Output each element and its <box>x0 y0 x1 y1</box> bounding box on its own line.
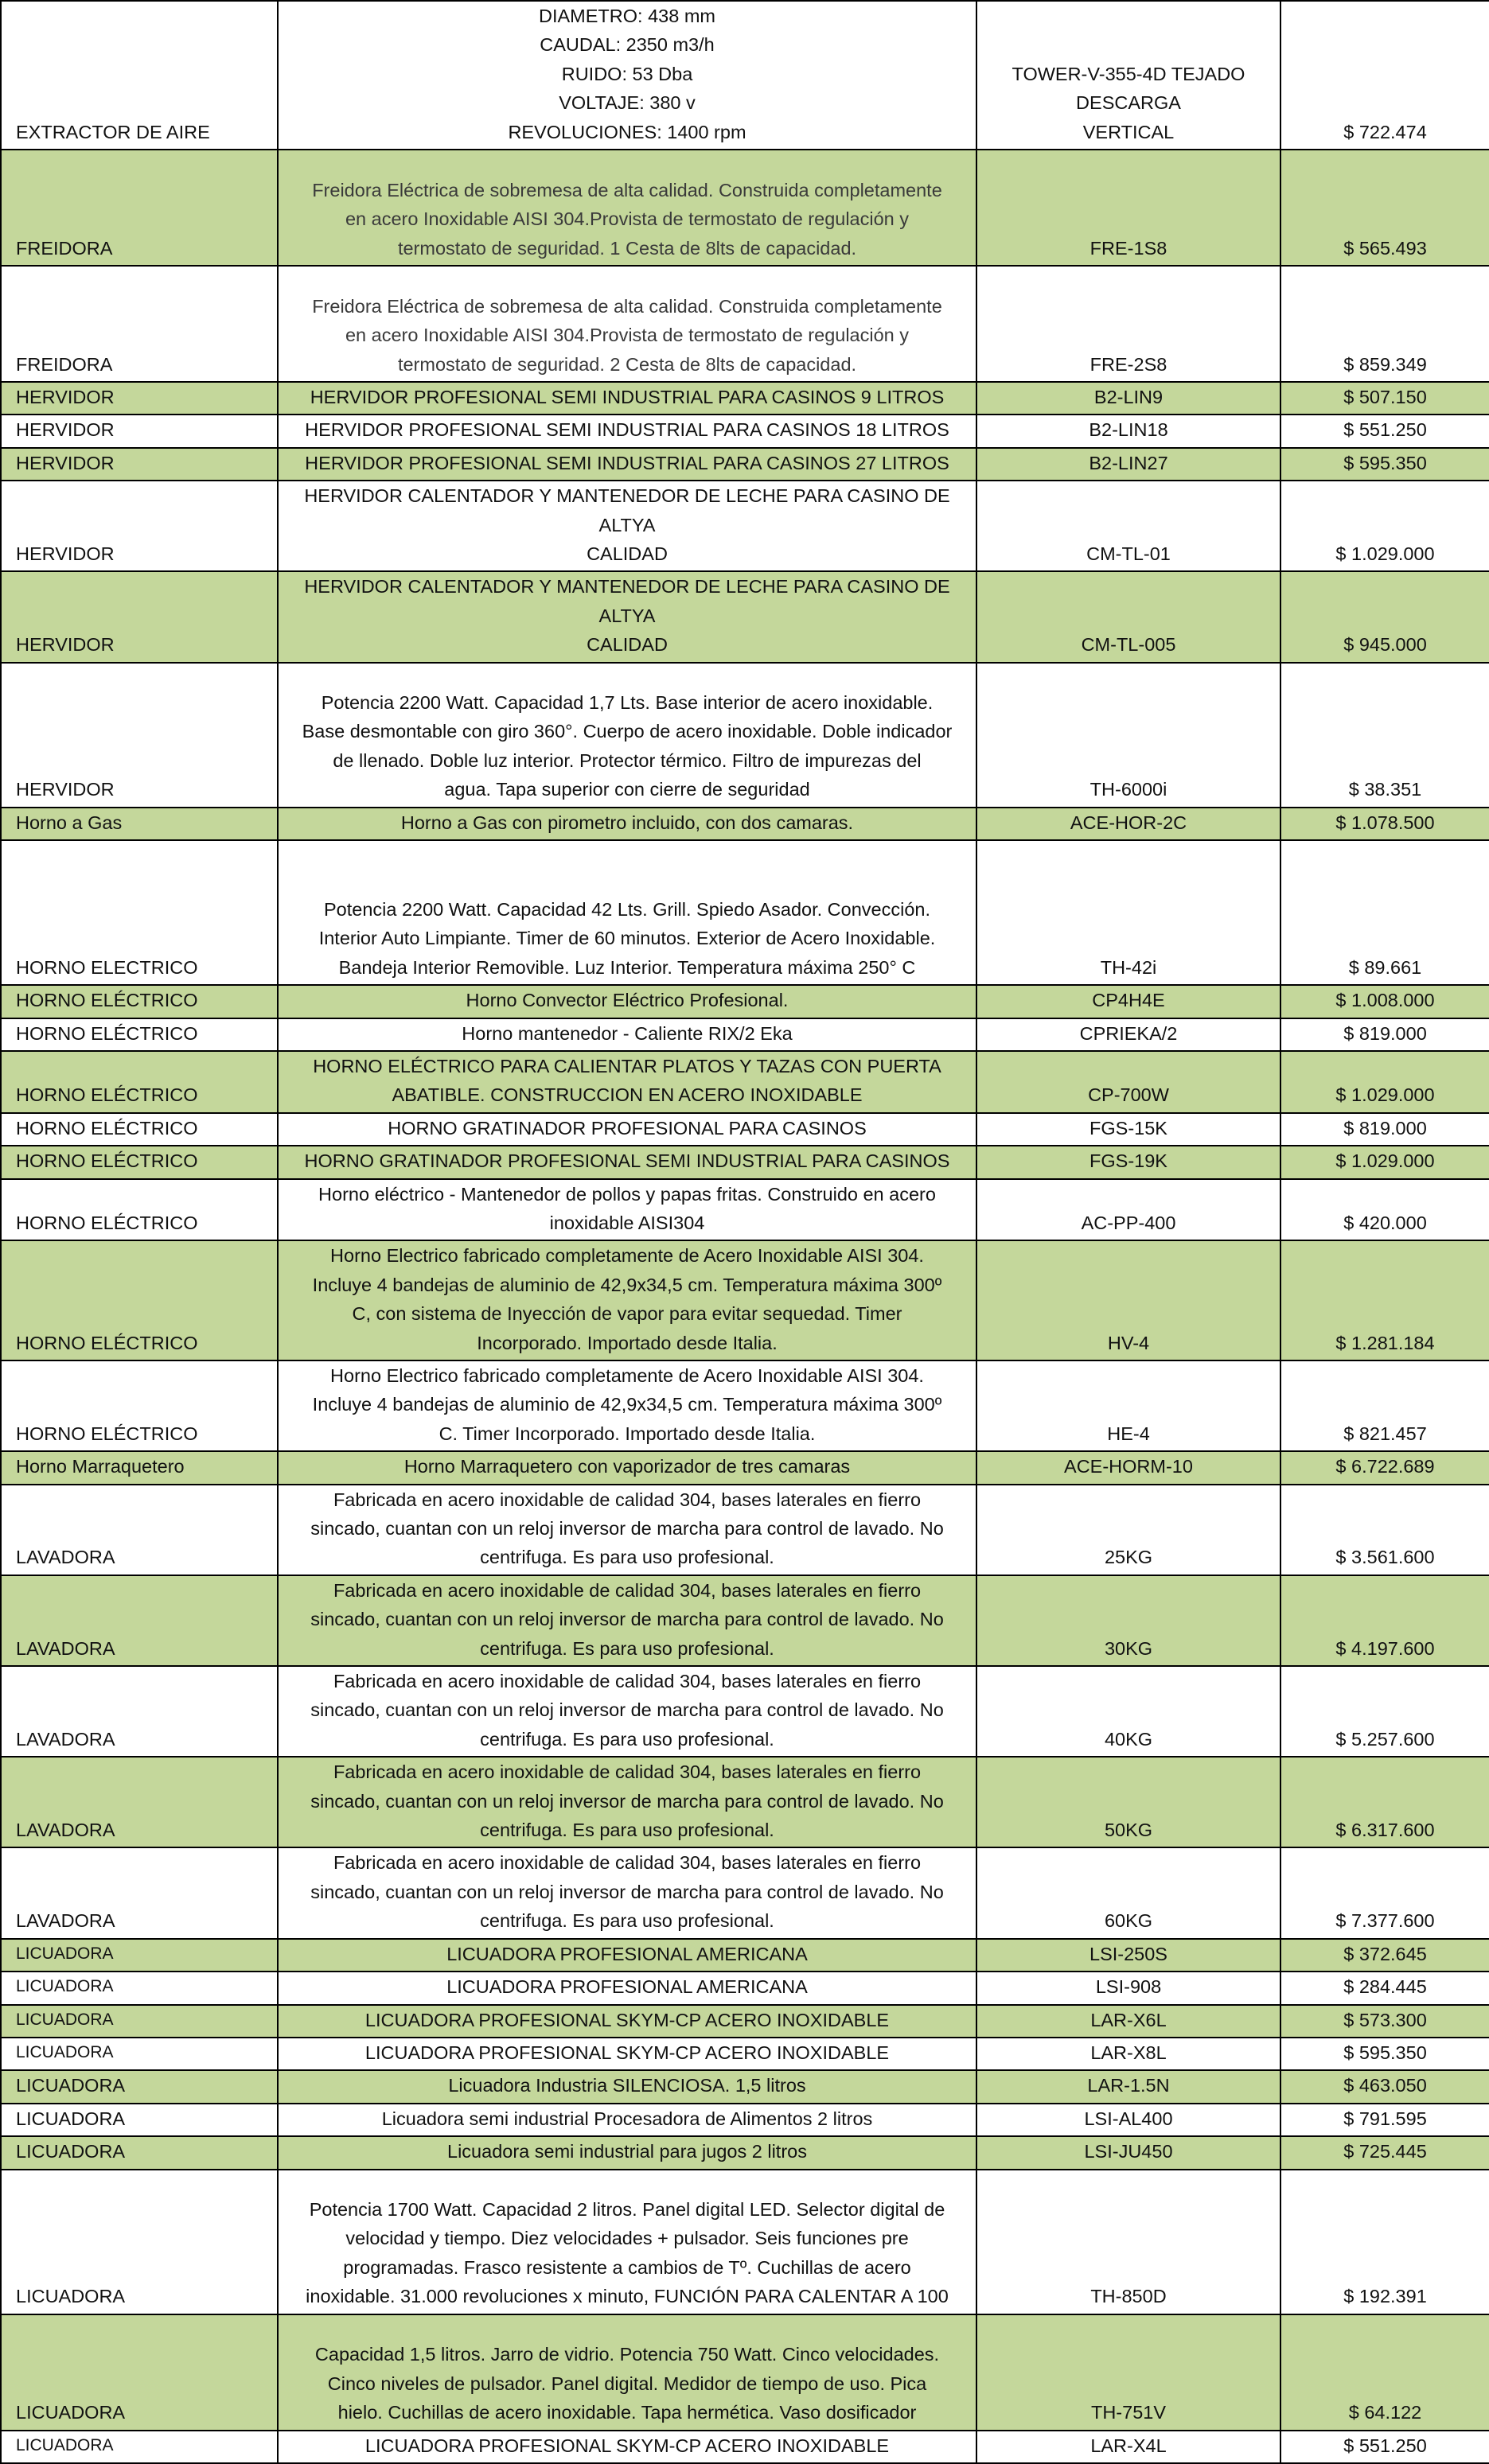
description-cell-text: LICUADORA PROFESIONAL SKYM-CP ACERO INOXIDABLE <box>364 2042 890 2063</box>
model-code-cell <box>976 2005 1280 2038</box>
model-code-cell <box>976 266 1280 382</box>
description-cell-text: HERVIDOR PROFESIONAL SEMI INDUSTRIAL PARA CASINOS 18 LITROS <box>305 419 949 441</box>
table-row <box>1 415 1489 447</box>
description-cell <box>278 1051 976 1113</box>
price-cell: $ 5.257.600 <box>1280 1666 1489 1757</box>
model-code-cell <box>976 1113 1280 1146</box>
description-cell <box>278 1179 976 1241</box>
table-row <box>1 2431 1489 2463</box>
description-cell-text: Horno Convector Eléctrico Profesional. <box>466 990 789 1011</box>
price-cell: $ 551.250 <box>1280 2431 1489 2463</box>
table-row <box>1 1051 1489 1113</box>
model-code-cell-text: TH-6000i <box>1089 779 1167 800</box>
table-row <box>1 2070 1489 2103</box>
model-code-cell <box>976 663 1280 808</box>
model-code-cell-text: 60KG <box>1104 1910 1153 1932</box>
price-cell: $ 420.000 <box>1280 1179 1489 1241</box>
description-cell <box>278 2431 976 2463</box>
price-cell: $ 7.377.600 <box>1280 1847 1489 1938</box>
model-code-cell-text: LAR-X6L <box>1090 2009 1167 2030</box>
table-row <box>1 1 1489 150</box>
price-cell: $ 372.645 <box>1280 1939 1489 1972</box>
model-code-cell <box>976 150 1280 266</box>
description-cell <box>278 1972 976 2004</box>
model-code-cell <box>976 2038 1280 2070</box>
table-row <box>1 1757 1489 1847</box>
model-code-cell <box>976 1757 1280 1847</box>
table-row <box>1 1146 1489 1178</box>
category-cell: LAVADORA <box>1 1666 278 1757</box>
category-cell: LAVADORA <box>1 1575 278 1666</box>
description-cell-text: HERVIDOR PROFESIONAL SEMI INDUSTRIAL PARA CASINOS 9 LITROS <box>310 387 945 408</box>
model-code-cell <box>976 1360 1280 1451</box>
description-cell <box>278 1575 976 1666</box>
description-cell <box>278 808 976 840</box>
table-row <box>1 2104 1489 2136</box>
description-cell <box>278 840 976 985</box>
model-code-cell <box>976 2314 1280 2431</box>
description-cell-text: LICUADORA PROFESIONAL SKYM-CP ACERO INOXIDABLE <box>364 2435 890 2456</box>
model-code-cell-text: B2-LIN18 <box>1089 419 1168 441</box>
description-cell-text: Horno Electrico fabricado completamente de Acero Inoxidable AISI 304. Incluye 4 bandejas de aluminio de 42,9x34,5 cm. Temperatura máxima 300º C, con sistema de Inyección de vapor para evitar sequedad. Timer Incorporado. Importado desde Italia. <box>312 1245 942 1353</box>
model-code-cell <box>976 481 1280 571</box>
model-code-cell-text: CM-TL-01 <box>1086 543 1171 565</box>
model-code-cell <box>976 1666 1280 1757</box>
category-cell: HORNO ELÉCTRICO <box>1 1146 278 1178</box>
category-cell: HORNO ELÉCTRICO <box>1 1051 278 1113</box>
price-cell: $ 6.317.600 <box>1280 1757 1489 1847</box>
price-cell: $ 819.000 <box>1280 1018 1489 1051</box>
table-row <box>1 1666 1489 1757</box>
category-cell: HERVIDOR <box>1 663 278 808</box>
description-cell <box>278 571 976 662</box>
description-cell <box>278 1146 976 1178</box>
category-cell: LICUADORA <box>1 2070 278 2103</box>
category-cell: HERVIDOR <box>1 481 278 571</box>
category-cell: HERVIDOR <box>1 382 278 415</box>
price-list-body <box>1 1 1489 2463</box>
model-code-cell-text: AC-PP-400 <box>1081 1212 1176 1233</box>
description-cell-text: HORNO GRATINADOR PROFESIONAL PARA CASINOS <box>388 1117 867 1139</box>
model-code-cell <box>976 415 1280 447</box>
table-row <box>1 481 1489 571</box>
model-code-cell-text: TOWER-V-355-4D TEJADO DESCARGA VERTICAL <box>1012 63 1245 142</box>
model-code-cell-text: FRE-1S8 <box>1089 237 1167 259</box>
description-cell-text: Horno Electrico fabricado completamente de Acero Inoxidable AISI 304. Incluye 4 bandejas de aluminio de 42,9x34,5 cm. Temperatura máxima 300º C. Timer Incorporado. Importado desde Italia. <box>312 1364 942 1444</box>
description-cell <box>278 2005 976 2038</box>
description-cell-text: Potencia 1700 Watt. Capacidad 2 litros. Panel digital LED. Selector digital de velocidad y tiempo. Diez velocidades + pulsador. Seis funciones pre programadas. Frasco resistente a cambios de Tº. Cuchillas de acero inoxidable. 31.000 revoluciones x minuto, FUNCIÓN PARA CALENTAR A 100 <box>306 2198 949 2307</box>
price-cell: $ 722.474 <box>1280 1 1489 150</box>
category-cell: HORNO ELÉCTRICO <box>1 1360 278 1451</box>
model-code-cell-text: ACE-HOR-2C <box>1070 812 1187 833</box>
model-code-cell <box>976 1939 1280 1972</box>
price-cell: $ 3.561.600 <box>1280 1485 1489 1575</box>
category-cell: LICUADORA <box>1 1939 278 1972</box>
description-cell <box>278 1485 976 1575</box>
description-cell <box>278 1847 976 1938</box>
description-cell <box>278 1018 976 1051</box>
model-code-cell-text: LAR-X4L <box>1090 2435 1167 2456</box>
category-cell: FREIDORA <box>1 266 278 382</box>
price-cell: $ 1.029.000 <box>1280 1051 1489 1113</box>
category-cell: LICUADORA <box>1 2314 278 2431</box>
model-code-cell-text: B2-LIN9 <box>1093 387 1164 408</box>
model-code-cell-text: LSI-JU450 <box>1084 2141 1173 2162</box>
model-code-cell <box>976 1018 1280 1051</box>
category-cell: FREIDORA <box>1 150 278 266</box>
description-cell <box>278 481 976 571</box>
description-cell <box>278 1757 976 1847</box>
price-cell: $ 4.197.600 <box>1280 1575 1489 1666</box>
price-cell: $ 192.391 <box>1280 2170 1489 2314</box>
price-cell: $ 551.250 <box>1280 415 1489 447</box>
description-cell <box>278 985 976 1018</box>
table-row <box>1 1113 1489 1146</box>
table-row <box>1 808 1489 840</box>
price-cell: $ 565.493 <box>1280 150 1489 266</box>
category-cell: HORNO ELÉCTRICO <box>1 1179 278 1241</box>
table-row <box>1 663 1489 808</box>
description-cell-text: Fabricada en acero inoxidable de calidad 304, bases laterales en fierro sincado, cuantan con un reloj inversor de marcha para control de lavado. No centrifuga. Es para uso profesional. <box>310 1852 944 1932</box>
price-cell: $ 821.457 <box>1280 1360 1489 1451</box>
description-cell-text: HORNO GRATINADOR PROFESIONAL SEMI INDUSTRIAL PARA CASINOS <box>304 1150 950 1172</box>
price-cell: $ 573.300 <box>1280 2005 1489 2038</box>
description-cell <box>278 2170 976 2314</box>
description-cell <box>278 2314 976 2431</box>
category-cell: HERVIDOR <box>1 415 278 447</box>
category-cell: Horno a Gas <box>1 808 278 840</box>
description-cell-text: LICUADORA PROFESIONAL SKYM-CP ACERO INOXIDABLE <box>364 2009 890 2030</box>
category-cell: EXTRACTOR DE AIRE <box>1 1 278 150</box>
price-cell: $ 64.122 <box>1280 2314 1489 2431</box>
model-code-cell <box>976 2136 1280 2169</box>
model-code-cell <box>976 2104 1280 2136</box>
model-code-cell-text: HE-4 <box>1107 1423 1150 1444</box>
price-cell: $ 595.350 <box>1280 2038 1489 2070</box>
model-code-cell <box>976 382 1280 415</box>
table-row <box>1 1939 1489 1972</box>
table-row <box>1 2170 1489 2314</box>
description-cell <box>278 1451 976 1484</box>
category-cell: LICUADORA <box>1 2431 278 2463</box>
description-cell <box>278 2038 976 2070</box>
description-cell-text: Licuadora semi industrial Procesadora de Alimentos 2 litros <box>381 2108 873 2129</box>
table-row <box>1 266 1489 382</box>
category-cell: LICUADORA <box>1 2005 278 2038</box>
model-code-cell-text: 30KG <box>1104 1637 1153 1659</box>
description-cell <box>278 415 976 447</box>
model-code-cell <box>976 1240 1280 1360</box>
model-code-cell <box>976 2170 1280 2314</box>
category-cell: LAVADORA <box>1 1485 278 1575</box>
description-cell-text: Horno a Gas con pirometro incluido, con dos camaras. <box>400 812 854 833</box>
description-cell-text: Fabricada en acero inoxidable de calidad 304, bases laterales en fierro sincado, cuantan con un reloj inversor de marcha para control de lavado. No centrifuga. Es para uso profesional. <box>310 1761 944 1841</box>
price-cell: $ 507.150 <box>1280 382 1489 415</box>
category-cell: LICUADORA <box>1 2104 278 2136</box>
category-cell: Horno Marraquetero <box>1 1451 278 1484</box>
table-row <box>1 1972 1489 2004</box>
category-cell: HERVIDOR <box>1 448 278 481</box>
table-row <box>1 2136 1489 2169</box>
model-code-cell-text: HV-4 <box>1107 1332 1150 1353</box>
description-cell-text: Freidora Eléctrica de sobremesa de alta calidad. Construida completamente en acero Inoxidable AISI 304.Provista de termostato de regulación y termostato de seguridad. 2 Cesta de 8lts de capacidad. <box>312 295 942 375</box>
model-code-cell <box>976 1485 1280 1575</box>
description-cell-text: HORNO ELÉCTRICO PARA CALIENTAR PLATOS Y TAZAS CON PUERTA ABATIBLE. CONSTRUCCION EN ACERO INOXIDABLE <box>313 1055 941 1106</box>
description-cell-text: Licuadora semi industrial para jugos 2 litros <box>447 2141 807 2162</box>
description-cell-text: LICUADORA PROFESIONAL AMERICANA <box>446 1943 808 1964</box>
model-code-cell <box>976 1 1280 150</box>
description-cell-text: HERVIDOR CALENTADOR Y MANTENEDOR DE LECHE PARA CASINO DE ALTYA CALIDAD <box>304 485 950 565</box>
model-code-cell-text: LAR-X8L <box>1090 2042 1167 2063</box>
description-cell <box>278 448 976 481</box>
description-cell <box>278 2104 976 2136</box>
model-code-cell-text: LSI-908 <box>1095 1976 1162 1998</box>
price-cell: $ 859.349 <box>1280 266 1489 382</box>
price-cell: $ 1.078.500 <box>1280 808 1489 840</box>
model-code-cell-text: 40KG <box>1104 1728 1153 1750</box>
category-cell: HORNO ELÉCTRICO <box>1 1018 278 1051</box>
model-code-cell-text: CP4H4E <box>1092 990 1165 1011</box>
description-cell-text: HERVIDOR CALENTADOR Y MANTENEDOR DE LECHE PARA CASINO DE ALTYA CALIDAD <box>304 576 950 656</box>
description-cell <box>278 1666 976 1757</box>
model-code-cell <box>976 1972 1280 2004</box>
description-cell <box>278 382 976 415</box>
category-cell: LICUADORA <box>1 2170 278 2314</box>
category-cell: LAVADORA <box>1 1757 278 1847</box>
table-row <box>1 1847 1489 1938</box>
price-cell: $ 463.050 <box>1280 2070 1489 2103</box>
price-cell: $ 1.008.000 <box>1280 985 1489 1018</box>
table-row <box>1 1575 1489 1666</box>
table-row <box>1 571 1489 662</box>
description-cell <box>278 150 976 266</box>
price-cell: $ 791.595 <box>1280 2104 1489 2136</box>
model-code-cell <box>976 840 1280 985</box>
price-cell: $ 89.661 <box>1280 840 1489 985</box>
model-code-cell <box>976 1051 1280 1113</box>
description-cell-text: Freidora Eléctrica de sobremesa de alta calidad. Construida completamente en acero Inoxidable AISI 304.Provista de termostato de regulación y termostato de seguridad. 1 Cesta de 8lts de capacidad. <box>312 179 942 259</box>
model-code-cell <box>976 448 1280 481</box>
table-row <box>1 2314 1489 2431</box>
table-row <box>1 2038 1489 2070</box>
description-cell <box>278 663 976 808</box>
table-row <box>1 382 1489 415</box>
description-cell <box>278 1360 976 1451</box>
table-row <box>1 840 1489 985</box>
price-cell: $ 1.281.184 <box>1280 1240 1489 1360</box>
category-cell: LAVADORA <box>1 1847 278 1938</box>
model-code-cell-text: TH-42i <box>1100 956 1157 978</box>
description-cell <box>278 2136 976 2169</box>
description-cell-text: Horno mantenedor - Caliente RIX/2 Eka <box>462 1022 793 1044</box>
price-cell: $ 725.445 <box>1280 2136 1489 2169</box>
model-code-cell <box>976 1146 1280 1178</box>
category-cell: HERVIDOR <box>1 571 278 662</box>
price-cell: $ 819.000 <box>1280 1113 1489 1146</box>
description-cell-text: Licuadora Industria SILENCIOSA. 1,5 litros <box>448 2075 806 2096</box>
description-cell <box>278 1939 976 1972</box>
description-cell <box>278 1240 976 1360</box>
model-code-cell-text: LSI-AL400 <box>1084 2108 1173 2129</box>
table-row <box>1 1360 1489 1451</box>
description-cell <box>278 266 976 382</box>
model-code-cell <box>976 985 1280 1018</box>
description-cell <box>278 1 976 150</box>
category-cell: HORNO ELÉCTRICO <box>1 1113 278 1146</box>
table-row <box>1 2005 1489 2038</box>
table-row <box>1 1240 1489 1360</box>
model-code-cell-text: 50KG <box>1104 1820 1153 1841</box>
description-cell-text: HERVIDOR PROFESIONAL SEMI INDUSTRIAL PARA CASINOS 27 LITROS <box>305 452 949 473</box>
description-cell-text: Fabricada en acero inoxidable de calidad 304, bases laterales en fierro sincado, cuantan con un reloj inversor de marcha para control de lavado. No centrifuga. Es para uso profesional. <box>310 1579 944 1659</box>
model-code-cell-text: 25KG <box>1104 1547 1153 1568</box>
description-cell-text: LICUADORA PROFESIONAL AMERICANA <box>446 1976 808 1998</box>
model-code-cell-text: CP-700W <box>1088 1084 1169 1106</box>
description-cell-text: Potencia 2200 Watt. Capacidad 1,7 Lts. Base interior de acero inoxidable. Base desmontable con giro 360°. Cuerpo de acero inoxidable. Doble indicador de llenado. Doble luz interior. Protector térmico. Filtro de impurezas del agua. Tapa superior con cierre de seguridad <box>302 692 953 800</box>
model-code-cell <box>976 571 1280 662</box>
model-code-cell-text: CPRIEKA/2 <box>1079 1022 1178 1044</box>
price-cell: $ 945.000 <box>1280 571 1489 662</box>
model-code-cell-text: TH-751V <box>1090 2402 1167 2423</box>
description-cell-text: Potencia 2200 Watt. Capacidad 42 Lts. Grill. Spiedo Asador. Convección. Interior Auto Limpiante. Timer de 60 minutos. Exterior de Acero Inoxidable. Bandeja Interior Removible. Luz Interior. Temperatura máxima 250° C <box>318 898 936 978</box>
model-code-cell <box>976 808 1280 840</box>
model-code-cell <box>976 1179 1280 1241</box>
table-row <box>1 150 1489 266</box>
model-code-cell-text: CM-TL-005 <box>1081 634 1176 656</box>
description-cell <box>278 1113 976 1146</box>
price-cell: $ 284.445 <box>1280 1972 1489 2004</box>
model-code-cell <box>976 1847 1280 1938</box>
description-cell-text: DIAMETRO: 438 mm CAUDAL: 2350 m3/h RUIDO: 53 Dba VOLTAJE: 380 v REVOLUCIONES: 1400 rpm <box>508 6 746 142</box>
model-code-cell <box>976 2070 1280 2103</box>
table-row <box>1 1018 1489 1051</box>
price-cell: $ 1.029.000 <box>1280 481 1489 571</box>
model-code-cell-text: FGS-19K <box>1089 1150 1167 1172</box>
model-code-cell-text: FGS-15K <box>1089 1117 1167 1139</box>
model-code-cell <box>976 2431 1280 2463</box>
category-cell: LICUADORA <box>1 1972 278 2004</box>
model-code-cell-text: LSI-250S <box>1089 1943 1167 1964</box>
description-cell <box>278 2070 976 2103</box>
model-code-cell-text: TH-850D <box>1090 2286 1167 2307</box>
table-row <box>1 1179 1489 1241</box>
price-cell: $ 1.029.000 <box>1280 1146 1489 1178</box>
table-row <box>1 448 1489 481</box>
description-cell-text: Horno eléctrico - Mantenedor de pollos y papas fritas. Construido en acero inoxidable AISI304 <box>318 1183 936 1233</box>
category-cell: HORNO ELÉCTRICO <box>1 985 278 1018</box>
category-cell: LICUADORA <box>1 2136 278 2169</box>
category-cell: LICUADORA <box>1 2038 278 2070</box>
category-cell: HORNO ELÉCTRICO <box>1 1240 278 1360</box>
table-row <box>1 985 1489 1018</box>
model-code-cell-text: LAR-1.5N <box>1087 2075 1170 2096</box>
description-cell-text: Fabricada en acero inoxidable de calidad 304, bases laterales en fierro sincado, cuantan con un reloj inversor de marcha para control de lavado. No centrifuga. Es para uso profesional. <box>310 1489 944 1568</box>
model-code-cell <box>976 1451 1280 1484</box>
price-cell: $ 595.350 <box>1280 448 1489 481</box>
table-row <box>1 1485 1489 1575</box>
table-row <box>1 1451 1489 1484</box>
model-code-cell-text: ACE-HORM-10 <box>1064 1456 1193 1477</box>
price-cell: $ 6.722.689 <box>1280 1451 1489 1484</box>
model-code-cell-text: B2-LIN27 <box>1089 452 1168 473</box>
model-code-cell <box>976 1575 1280 1666</box>
price-cell: $ 38.351 <box>1280 663 1489 808</box>
category-cell: HORNO ELECTRICO <box>1 840 278 985</box>
description-cell-text: Capacidad 1,5 litros. Jarro de vidrio. Potencia 750 Watt. Cinco velocidades. Cinco niveles de pulsador. Panel digital. Medidor de tiempo de uso. Pica hielo. Cuchillas de acero inoxidable. Tapa hermética. Vaso dosificador <box>314 2344 940 2423</box>
model-code-cell-text: FRE-2S8 <box>1089 353 1167 375</box>
description-cell-text: Horno Marraquetero con vaporizador de tres camaras <box>403 1456 851 1477</box>
description-cell-text: Fabricada en acero inoxidable de calidad 304, bases laterales en fierro sincado, cuantan con un reloj inversor de marcha para control de lavado. No centrifuga. Es para uso profesional. <box>310 1671 944 1750</box>
